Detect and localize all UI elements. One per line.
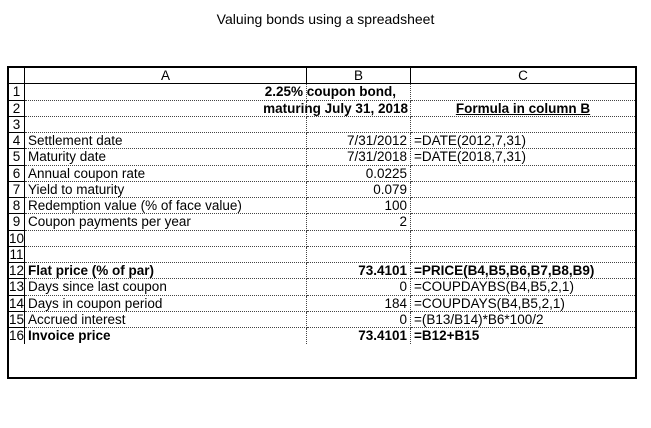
cell-b6[interactable]: 0.0225 [307, 166, 411, 182]
row-header-2[interactable]: 2 [9, 101, 25, 117]
column-header-b[interactable]: B [307, 68, 411, 84]
cell-a15[interactable]: Accrued interest [25, 312, 307, 328]
cell-b8[interactable]: 100 [307, 198, 411, 214]
cell-b16[interactable]: 73.4101 [307, 328, 411, 344]
cell-c8[interactable] [411, 198, 635, 214]
cell-a1[interactable] [25, 84, 396, 100]
page-title: Valuing bonds using a spreadsheet [216, 11, 435, 27]
cell-b1[interactable] [307, 84, 411, 100]
row-header-6[interactable]: 6 [9, 166, 25, 182]
cell-a4[interactable]: Settlement date [25, 133, 307, 149]
cell-a7[interactable]: Yield to maturity [25, 182, 307, 198]
column-header-c[interactable]: C [411, 68, 635, 84]
row-header-12[interactable]: 12 [9, 263, 25, 278]
row-header-4[interactable]: 4 [9, 133, 25, 149]
cell-c2[interactable]: Formula in column B [411, 101, 635, 117]
cell-c12[interactable]: =PRICE(B4,B5,B6,B7,B8,B9) [411, 263, 635, 279]
spreadsheet-grid [9, 68, 635, 344]
row-header-14[interactable]: 14 [9, 295, 25, 311]
cell-b15[interactable]: 0 [307, 312, 411, 328]
cell-b9[interactable]: 2 [307, 214, 411, 230]
cell-a8[interactable]: Redemption value (% of face value) [25, 198, 307, 214]
cell-a2[interactable] [25, 100, 408, 117]
cell-a2-text: maturing July 31, 2018 [263, 100, 408, 116]
cell-a12[interactable]: Flat price (% of par) [25, 263, 307, 279]
cell-a1-text: 2.25% coupon bond, [264, 84, 396, 100]
row-header-10[interactable]: 10 [9, 230, 25, 246]
row-header-5[interactable]: 5 [9, 149, 25, 165]
cell-b13[interactable]: 0 [307, 279, 411, 295]
cell-c11[interactable] [411, 247, 635, 263]
cell-a3[interactable] [25, 117, 307, 133]
cell-c13[interactable]: =COUPDAYBS(B4,B5,2,1) [411, 279, 635, 295]
cell-b2[interactable] [307, 101, 411, 117]
cell-c1[interactable] [411, 84, 635, 100]
cell-c16[interactable]: =B12+B15 [414, 328, 480, 343]
cell-c7[interactable] [411, 182, 635, 198]
cell-b11[interactable] [307, 247, 411, 263]
cell-a5[interactable]: Maturity date [25, 149, 307, 165]
column-header-a[interactable]: A [25, 68, 307, 84]
row-header-3[interactable]: 3 [9, 117, 25, 133]
row-header-15[interactable]: 15 [9, 311, 25, 327]
cell-a6[interactable]: Annual coupon rate [25, 166, 307, 182]
cell-c4[interactable]: =DATE(2012,7,31) [411, 133, 635, 149]
cell-c15[interactable]: =(B13/B14)*B6*100/2 [411, 312, 635, 328]
cell-b10[interactable] [307, 231, 411, 247]
cell-c5[interactable]: =DATE(2018,7,31) [411, 149, 635, 165]
cell-b12[interactable]: 73.4101 [307, 263, 411, 279]
cell-a11[interactable] [25, 247, 307, 263]
cell-c9[interactable] [411, 214, 635, 230]
cell-a10[interactable] [25, 231, 307, 247]
row-header-8[interactable]: 8 [9, 198, 25, 214]
cell-b4[interactable]: 7/31/2012 [307, 133, 411, 149]
cell-b3[interactable] [307, 117, 411, 133]
cell-a9[interactable]: Coupon payments per year [25, 214, 307, 230]
cell-a13[interactable]: Days since last coupon [25, 279, 307, 295]
cell-c6[interactable] [411, 166, 635, 182]
cell-a14[interactable]: Days in coupon period [25, 296, 307, 312]
cell-b7[interactable]: 0.079 [307, 182, 411, 198]
cell-c3[interactable] [411, 117, 635, 133]
spreadsheet [7, 66, 637, 379]
cell-c10[interactable] [411, 231, 635, 247]
row-header-9[interactable]: 9 [9, 214, 25, 230]
select-all-corner[interactable] [9, 68, 25, 84]
row-header-16[interactable]: 16 [9, 328, 25, 343]
cell-b5[interactable]: 7/31/2018 [307, 149, 411, 165]
row-header-13[interactable]: 13 [9, 279, 25, 295]
cell-c14[interactable]: =COUPDAYS(B4,B5,2,1) [411, 296, 635, 312]
row-header-11[interactable]: 11 [9, 246, 24, 262]
row-header-1[interactable]: 1 [9, 84, 25, 100]
cell-a16[interactable]: Invoice price [25, 328, 307, 344]
row-header-7[interactable]: 7 [9, 182, 25, 198]
cell-b14[interactable]: 184 [307, 296, 411, 312]
